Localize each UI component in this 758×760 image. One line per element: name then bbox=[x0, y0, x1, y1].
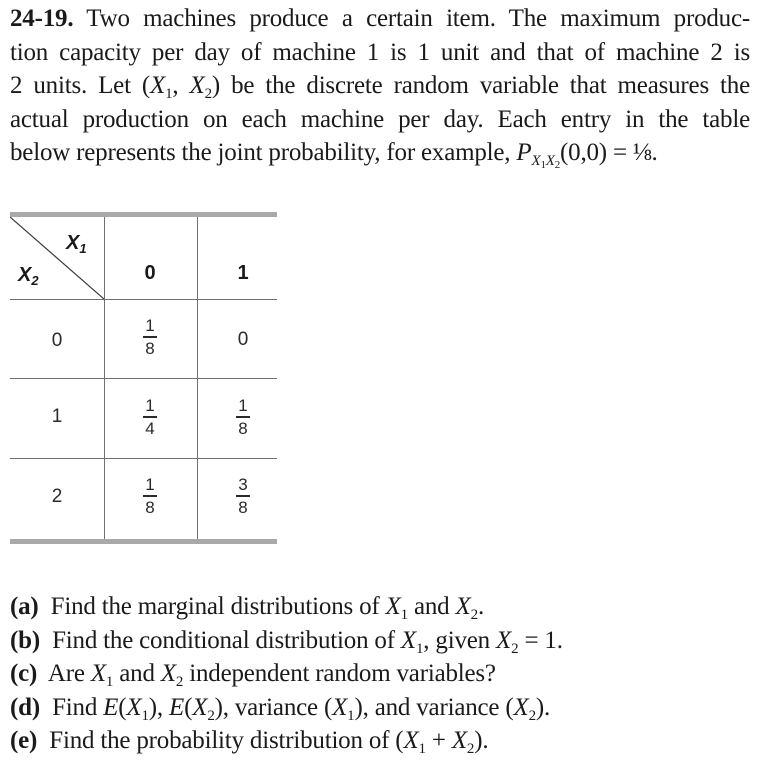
fraction bbox=[143, 475, 157, 517]
table-divider-horizontal-2 bbox=[10, 378, 277, 379]
problem-statement bbox=[10, 2, 750, 170]
question-b: (b) Find the conditional distribution of $X_1$, given $X_2 = 1$. bbox=[10, 626, 563, 657]
denominator: 8 bbox=[238, 418, 248, 438]
problem-number: 24-19. bbox=[10, 5, 74, 32]
fraction-bar bbox=[143, 495, 157, 497]
cell-x2-0-x1-1: 0 bbox=[237, 329, 249, 350]
fraction bbox=[143, 316, 157, 358]
problem-line-4: actual production on each machine per day. Each entry in the table bbox=[10, 105, 750, 133]
problem-line-1: 24-19. Two machines produce a certain item. The maximum produc- bbox=[10, 5, 750, 32]
fraction-bar bbox=[236, 495, 250, 497]
problem-line-5: below represents the joint probability, for example, $P_{X_1X_2}(0,0)$ = ⅛. bbox=[10, 139, 658, 171]
question-e: (e) Find the probability distribution of $(X_1 + X_2)$. bbox=[10, 727, 489, 757]
cell-x2-2-x1-1 bbox=[223, 475, 263, 517]
question-a: (a) Find the marginal distributions of $X_1$ and $X_2$. bbox=[10, 593, 484, 623]
column-header-0: 0 bbox=[144, 262, 156, 284]
column-header-1: 1 bbox=[237, 262, 249, 284]
question-label: (b) bbox=[10, 626, 40, 654]
fraction-bar bbox=[143, 416, 157, 418]
question-c: (c) Are $X_1$ and $X_2$ independent random variables? bbox=[10, 660, 496, 690]
problem-line-2: tion capacity per day of machine 1 is 1 unit and that of machine 2 is bbox=[10, 38, 750, 66]
question-d: (d) Find $E(X_1)$, $E(X_2)$, variance $(X_1)$, and variance $(X_2)$. bbox=[10, 693, 551, 724]
numerator: 1 bbox=[145, 316, 155, 335]
question-label: (d) bbox=[10, 693, 40, 721]
cell-x2-1-x1-1 bbox=[223, 396, 263, 438]
cell-x2-1-x1-0 bbox=[130, 396, 170, 438]
joint-probability-table bbox=[10, 212, 277, 544]
numerator: 1 bbox=[238, 396, 248, 415]
question-label: (e) bbox=[10, 727, 38, 754]
fraction-bar bbox=[143, 336, 157, 338]
cell-x2-0-x1-0 bbox=[130, 316, 170, 358]
cell-x2-2-x1-0 bbox=[130, 475, 170, 517]
numerator: 1 bbox=[145, 475, 155, 494]
column-variable-header: $X_1$ bbox=[66, 232, 87, 256]
denominator: 4 bbox=[145, 418, 155, 438]
table-divider-horizontal-3 bbox=[10, 458, 277, 459]
denominator: 8 bbox=[145, 497, 155, 517]
fraction bbox=[236, 475, 250, 517]
numerator: 3 bbox=[238, 475, 248, 494]
question-list bbox=[10, 590, 750, 758]
question-label: (c) bbox=[10, 660, 38, 687]
fraction bbox=[143, 396, 157, 438]
denominator: 8 bbox=[238, 497, 248, 517]
question-label: (a) bbox=[10, 593, 39, 620]
row-label-0: 0 bbox=[51, 330, 63, 351]
problem-line-3: 2 units. Let ($X_1$, $X_2$) be the discrete random variable that measures the bbox=[10, 72, 750, 102]
row-label-2: 2 bbox=[51, 486, 63, 507]
table-divider-horizontal-1 bbox=[10, 299, 277, 300]
numerator: 1 bbox=[145, 396, 155, 415]
row-label-1: 1 bbox=[51, 406, 63, 427]
table-bottom-rule bbox=[10, 539, 277, 544]
fraction bbox=[236, 396, 250, 438]
row-variable-header: $X_2$ bbox=[18, 264, 39, 288]
denominator: 8 bbox=[145, 338, 155, 358]
fraction-bar bbox=[236, 416, 250, 418]
